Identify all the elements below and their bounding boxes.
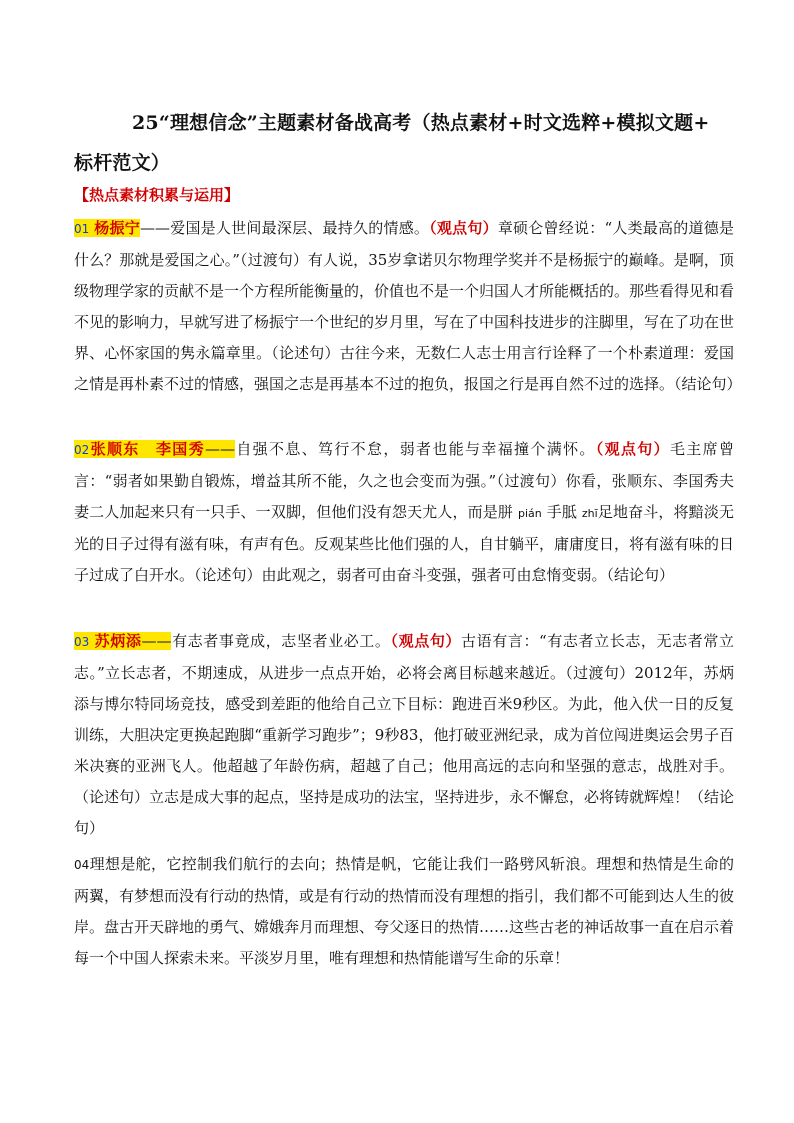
paragraph-4 bbox=[74, 849, 734, 974]
item-name: 杨振宁 bbox=[94, 219, 140, 237]
item-number: 04 bbox=[74, 858, 90, 872]
item-number: 03 bbox=[74, 635, 90, 649]
title-line-1: 25“理想信念”主题素材备战高考（热点素材+时文选粹+模拟文题+ bbox=[132, 112, 710, 134]
item-name: 张顺东 李国秀 bbox=[89, 440, 205, 458]
section-header: 【热点素材积累与运用】 bbox=[74, 186, 240, 204]
dash: —— bbox=[204, 440, 235, 458]
paragraph-2 bbox=[74, 434, 734, 591]
viewpoint-tag: （观点句） bbox=[390, 632, 462, 650]
paragraph-1 bbox=[74, 213, 742, 400]
item-number: 01 bbox=[74, 222, 90, 236]
pinyin-annotation: zhī bbox=[581, 507, 598, 520]
highlighted-heading bbox=[74, 219, 140, 237]
paragraph-3 bbox=[74, 626, 734, 844]
title-line-2: 标杆范文） bbox=[74, 152, 171, 174]
paragraph-body: 古语有言：“有志者立长志，无志者常立志。”立长志者，不期速成，从进步一点点开始，必将会离目标越来越近。（过渡句）2012年，苏炳添与博尔特同场竞技，感受到差距的他给自己立下目标：跑进百米9秒区。为此，他入伏一日的反复训练，大胆决定更换起跑脚“重新学习跑步”；9秒83，他打破亚洲纪录，成为首位闯进奥运会男子百米决赛的亚洲飞人。他超越了年龄伤病，超越了自己；他用高远的志向和坚强的意志，战胜对手。（论述句）立志是成大事的起点，坚持是成功的法宝，坚持进步，永不懈怠，必将铸就辉煌！（结论句） bbox=[74, 632, 735, 837]
paragraph-body-a: 毛主席曾言：“弱者如果勤自锻炼，增益其所不能，久之也会变而为强。”（过渡句）你看，张顺东、李国秀夫妻二人加起来只有一只手、一双脚，但他们没有怨天尤人，而是胼 bbox=[74, 440, 734, 521]
document-title bbox=[74, 103, 754, 183]
highlighted-heading bbox=[74, 440, 235, 458]
paragraph-body-b: 手胝 bbox=[546, 503, 577, 521]
item-name: 苏炳添 bbox=[94, 632, 142, 650]
pinyin-annotation: pián bbox=[518, 507, 542, 520]
viewpoint-tag: （观点句） bbox=[595, 440, 670, 458]
paragraph-body: 理想是舵，它控制我们航行的去向；热情是帆，它能让我们一路劈风斩浪。理想和热情是生命的两翼，有梦想而没有行动的热情，或是有行动的热情而没有理想的指引，我们都不可能到达人生的彼岸。盘古开天辟地的勇气、嫦娥奔月而理想、夸父逐日的热情……这些古老的神话故事一直在启示着每一个中国人探索未来。平淡岁月里，唯有理想和热情能谱写生命的乐章！ bbox=[74, 855, 735, 967]
dash: —— bbox=[139, 219, 170, 237]
highlighted-heading bbox=[74, 632, 171, 650]
dash: —— bbox=[141, 632, 172, 650]
topic-sentence: 有志者事竟成，志坚者业必工。 bbox=[171, 632, 391, 650]
item-number: 02 bbox=[74, 443, 90, 457]
topic-sentence: 爱国是人世间最深层、最持久的情感。 bbox=[169, 219, 430, 237]
topic-sentence: 自强不息、笃行不怠，弱者也能与幸福撞个满怀。 bbox=[234, 440, 596, 458]
paragraph-body-c: 足地奋斗，将黯淡无光的日子过得有滋有味，有声有色。反观某些比他们强的人，自甘躺平，庸庸度日，将有滋有味的日子过成了白开水。（论述句）由此观之，弱者可由奋斗变强，强者可由怠惰变弱。（结论句） bbox=[74, 503, 735, 584]
paragraph-body: 章硕仑曾经说：“人类最高的道德是什么？那就是爱国之心。”（过渡句）有人说，35岁拿诺贝尔物理学奖并不是杨振宁的巅峰。是啊，顶级物理学家的贡献不是一个方程所能衡量的，价值也不是一个归国人才所能概括的。那些看得见和看不见的影响力，早就写进了杨振宁一个世纪的岁月里，写在了中国科技进步的注脚里，写在了功在世界、心怀家国的隽永篇章里。（论述句）古往今来，无数仁人志士用言行诠释了一个朴素道理：爱国之情是再朴素不过的情感，强国之志是再基本不过的抱负，报国之行是再自然不过的选择。（结论句） bbox=[74, 219, 742, 393]
viewpoint-tag: （观点句） bbox=[429, 219, 498, 237]
